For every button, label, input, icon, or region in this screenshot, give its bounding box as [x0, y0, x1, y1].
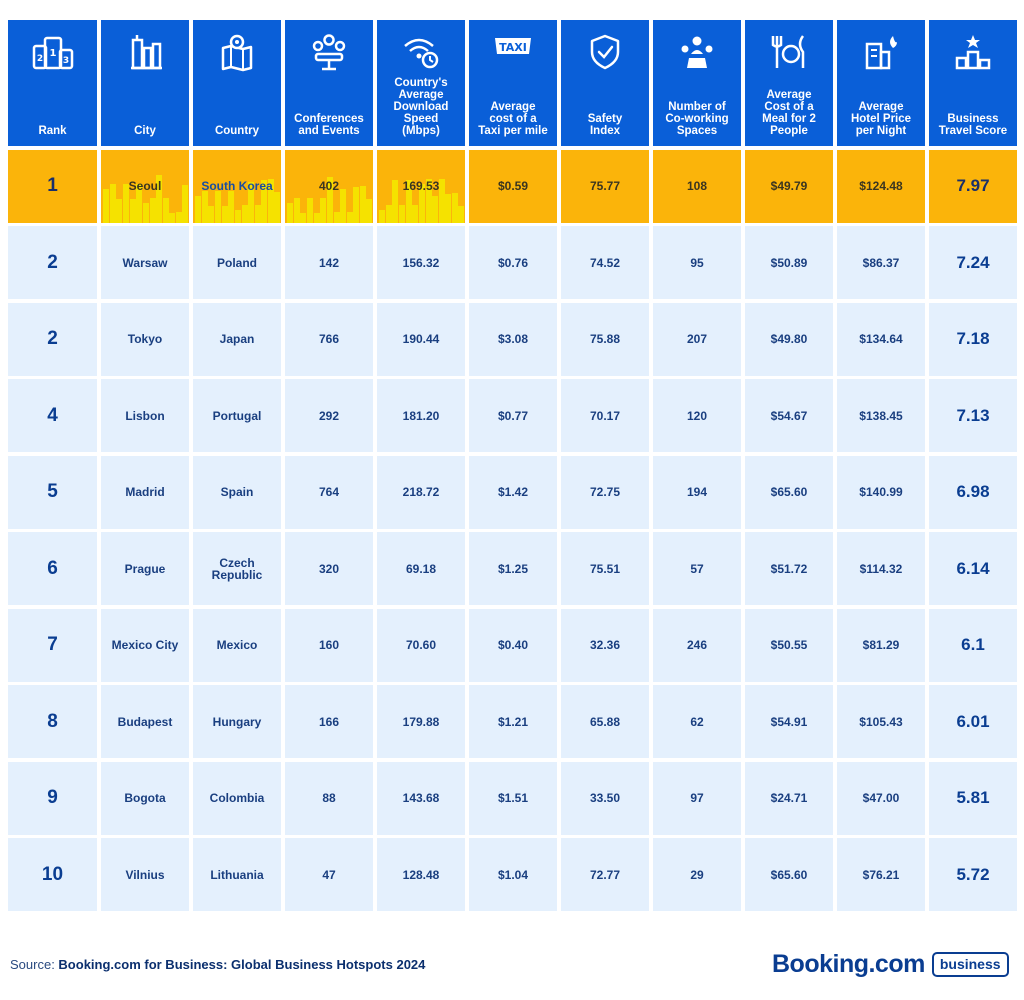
cell-rank: [8, 685, 97, 758]
cell-text: $24.71: [770, 791, 808, 805]
cell-score: [929, 226, 1017, 299]
cell-coworking: [653, 456, 741, 529]
cell-text: $1.51: [497, 791, 529, 805]
cell-taxi-cost: [469, 762, 557, 835]
cell-text: 6.01: [956, 711, 990, 731]
cell-score: [929, 303, 1017, 376]
cell-taxi-cost: [469, 303, 557, 376]
header-score: [929, 20, 1017, 146]
cell-city: [101, 532, 189, 605]
cell-score: [929, 685, 1017, 758]
source-text: Booking.com for Business: Global Business Hotspots 2024: [58, 957, 426, 972]
cell-text: $50.89: [770, 255, 808, 270]
cell-rank: [8, 762, 97, 835]
cell-text: 47: [322, 867, 336, 882]
cell-safety-index: [561, 762, 649, 835]
cell-hotel-price: [837, 379, 925, 452]
cell-text: Czech Republic: [211, 555, 263, 582]
cell-text: $1.04: [497, 867, 529, 882]
cell-country: [193, 685, 281, 758]
cell-text: 72.75: [589, 485, 621, 499]
cell-hotel-price: [837, 303, 925, 376]
cell-text: 5.72: [956, 864, 990, 884]
header-label: Conferences and Events: [294, 113, 364, 137]
cell-country: [193, 150, 281, 223]
cell-text: Tokyo: [127, 332, 163, 346]
cell-safety-index: [561, 685, 649, 758]
cell-download-speed: [377, 532, 465, 605]
city-buildings-icon: [123, 32, 167, 72]
cell-rank: [8, 226, 97, 299]
booking-business-logo: [772, 950, 1009, 979]
cell-city: [101, 609, 189, 682]
cell-text: $81.29: [862, 638, 900, 652]
cell-text: $124.48: [859, 179, 903, 193]
cell-text: 143.68: [402, 791, 440, 805]
cell-download-speed: [377, 226, 465, 299]
header-label: Average Cost of a Meal for 2 People: [762, 89, 816, 137]
cell-country: [193, 532, 281, 605]
cell-score: [929, 456, 1017, 529]
cell-text: 108: [686, 179, 708, 193]
cell-text: Lithuania: [210, 867, 264, 882]
header-download-speed: [377, 20, 465, 146]
cell-coworking: [653, 762, 741, 835]
cell-text: 32.36: [589, 638, 621, 652]
cell-text: 246: [686, 638, 708, 652]
cell-hotel-price: [837, 150, 925, 223]
cell-text: 70.60: [405, 638, 437, 652]
brand-name: Booking.com: [772, 950, 925, 978]
brand-badge: business: [932, 952, 1009, 977]
cell-meal-cost: [745, 762, 833, 835]
cell-text: $105.43: [859, 714, 903, 729]
cell-text: 166: [318, 714, 340, 729]
cell-text: $1.21: [497, 714, 529, 729]
cell-taxi-cost: [469, 838, 557, 911]
cell-text: 7.24: [956, 252, 990, 272]
cell-safety-index: [561, 303, 649, 376]
cell-text: Colombia: [209, 791, 265, 805]
cell-meal-cost: [745, 532, 833, 605]
cell-coworking: [653, 685, 741, 758]
cell-rank: [8, 379, 97, 452]
header-taxi: [469, 20, 557, 146]
cell-text: 10: [41, 863, 64, 885]
cell-text: 88: [322, 791, 336, 805]
cell-text: Mexico: [216, 638, 258, 652]
cell-taxi-cost: [469, 685, 557, 758]
source-note: [10, 957, 425, 972]
cell-text: $0.59: [497, 179, 529, 193]
cell-score: [929, 609, 1017, 682]
cell-text: 6.98: [956, 482, 990, 501]
cell-text: $0.77: [497, 408, 529, 423]
business-hotspots-table: [8, 20, 1017, 911]
cell-text: $0.76: [497, 255, 529, 270]
cell-text: 8: [47, 710, 58, 732]
cell-download-speed: [377, 838, 465, 911]
cell-text: 156.32: [402, 255, 440, 270]
cell-text: Portugal: [212, 408, 262, 423]
cell-safety-index: [561, 226, 649, 299]
cell-text: Budapest: [117, 714, 173, 729]
header-label: Average Hotel Price per Night: [850, 101, 912, 137]
cell-text: Bogota: [124, 791, 166, 805]
podium-star-icon: [951, 32, 995, 72]
cell-text: $54.67: [770, 408, 808, 423]
cell-safety-index: [561, 532, 649, 605]
header-label: Business Travel Score: [938, 113, 1008, 137]
header-label: Country: [214, 125, 260, 137]
cell-text: 6: [47, 557, 58, 579]
cell-text: 207: [686, 332, 708, 346]
shield-check-icon: [583, 32, 627, 72]
cell-meal-cost: [745, 685, 833, 758]
cell-hotel-price: [837, 609, 925, 682]
cell-conferences: [285, 609, 373, 682]
cell-text: $140.99: [859, 485, 903, 499]
cell-download-speed: [377, 456, 465, 529]
cell-text: 5.81: [956, 788, 990, 807]
cell-text: 4: [47, 404, 58, 426]
cell-safety-index: [561, 150, 649, 223]
header-label: Country's Average Download Speed (Mbps): [393, 77, 449, 137]
cell-text: 6.1: [961, 635, 985, 654]
cell-conferences: [285, 456, 373, 529]
cell-text: $65.60: [770, 485, 808, 499]
cell-text: 7: [47, 634, 58, 655]
header-label: Safety Index: [587, 113, 623, 137]
cell-text: 2: [47, 328, 58, 349]
source-prefix: Source:: [10, 957, 59, 972]
header-meal: [745, 20, 833, 146]
cell-rank: [8, 456, 97, 529]
cell-conferences: [285, 303, 373, 376]
map-pin-icon: [215, 32, 259, 72]
cell-text: Vilnius: [125, 867, 165, 882]
cell-conferences: [285, 150, 373, 223]
cell-country: [193, 609, 281, 682]
cell-country: [193, 762, 281, 835]
cell-safety-index: [561, 379, 649, 452]
cell-conferences: [285, 532, 373, 605]
cell-text: 179.88: [402, 714, 440, 729]
cell-text: $0.40: [497, 638, 529, 652]
cell-text: 5: [47, 481, 58, 502]
cell-text: $114.32: [859, 561, 903, 576]
cell-city: [101, 150, 189, 223]
hotel-night-icon: [859, 32, 903, 72]
cell-score: [929, 762, 1017, 835]
cell-hotel-price: [837, 685, 925, 758]
cell-country: [193, 456, 281, 529]
cell-text: $134.64: [859, 332, 903, 346]
cell-text: Poland: [216, 255, 257, 270]
cell-hotel-price: [837, 226, 925, 299]
cell-text: 292: [318, 408, 340, 423]
cell-text: $86.37: [862, 255, 900, 270]
cell-text: Hungary: [212, 714, 262, 729]
cell-meal-cost: [745, 226, 833, 299]
header-hotel: [837, 20, 925, 146]
header-label: Number of Co-working Spaces: [665, 101, 729, 137]
cell-text: Spain: [220, 485, 254, 499]
header-label: Rank: [38, 125, 67, 137]
cell-text: 142: [318, 255, 340, 270]
cell-text: Lisbon: [125, 408, 165, 423]
cell-text: Seoul: [128, 179, 162, 193]
cell-rank: [8, 838, 97, 911]
cell-hotel-price: [837, 762, 925, 835]
cell-meal-cost: [745, 838, 833, 911]
cell-safety-index: [561, 838, 649, 911]
cell-text: 128.48: [402, 867, 440, 882]
cell-country: [193, 379, 281, 452]
cell-text: 218.72: [402, 485, 440, 499]
cell-taxi-cost: [469, 150, 557, 223]
cell-coworking: [653, 303, 741, 376]
cell-text: 75.51: [589, 561, 621, 576]
cell-score: [929, 532, 1017, 605]
cell-text: $76.21: [862, 867, 900, 882]
cell-text: Mexico City: [111, 638, 179, 652]
cell-text: 29: [690, 867, 704, 882]
cell-text: 181.20: [402, 408, 440, 423]
cell-city: [101, 685, 189, 758]
coworking-icon: [675, 32, 719, 72]
cell-conferences: [285, 379, 373, 452]
cell-text: $47.00: [862, 791, 900, 805]
cell-meal-cost: [745, 150, 833, 223]
cell-conferences: [285, 838, 373, 911]
cell-text: 169.53: [402, 179, 440, 193]
cell-coworking: [653, 609, 741, 682]
cell-text: $3.08: [497, 332, 529, 346]
cell-city: [101, 379, 189, 452]
cell-meal-cost: [745, 609, 833, 682]
header-conferences: [285, 20, 373, 146]
cell-text: 160: [318, 638, 340, 652]
cell-text: 95: [690, 255, 704, 270]
cell-text: 7.97: [956, 176, 990, 195]
svg-text:1: 1: [49, 48, 56, 59]
cell-city: [101, 838, 189, 911]
cell-coworking: [653, 379, 741, 452]
cell-text: $65.60: [770, 867, 808, 882]
cell-download-speed: [377, 379, 465, 452]
cell-coworking: [653, 532, 741, 605]
cell-taxi-cost: [469, 379, 557, 452]
cell-text: 6.14: [956, 558, 990, 578]
cell-text: $54.91: [770, 714, 808, 729]
header-city: [101, 20, 189, 146]
cell-hotel-price: [837, 838, 925, 911]
cell-text: 194: [686, 485, 708, 499]
cell-rank: [8, 609, 97, 682]
cell-download-speed: [377, 150, 465, 223]
cell-taxi-cost: [469, 226, 557, 299]
cell-conferences: [285, 762, 373, 835]
cell-taxi-cost: [469, 456, 557, 529]
taxi-sign-icon: [491, 32, 535, 72]
header-country: [193, 20, 281, 146]
cell-text: 764: [318, 485, 340, 499]
cell-hotel-price: [837, 456, 925, 529]
cell-text: South Korea: [201, 179, 273, 193]
cell-text: 402: [318, 179, 340, 193]
cell-text: $49.80: [770, 332, 808, 346]
cell-text: 62: [690, 714, 704, 729]
cell-city: [101, 456, 189, 529]
cell-download-speed: [377, 685, 465, 758]
cell-score: [929, 838, 1017, 911]
header-safety: [561, 20, 649, 146]
cell-rank: [8, 532, 97, 605]
header-label: City: [134, 125, 156, 137]
cell-text: 57: [690, 561, 704, 576]
cell-coworking: [653, 150, 741, 223]
cell-text: 33.50: [589, 791, 621, 805]
conference-people-icon: [307, 32, 351, 72]
svg-text:3: 3: [62, 56, 69, 66]
cell-text: 120: [686, 408, 708, 423]
header-coworking: [653, 20, 741, 146]
svg-text:TAXI: TAXI: [499, 41, 527, 54]
cell-text: 97: [690, 791, 704, 805]
cell-city: [101, 226, 189, 299]
cell-rank: [8, 150, 97, 223]
cell-download-speed: [377, 762, 465, 835]
cell-safety-index: [561, 609, 649, 682]
cell-text: 190.44: [402, 332, 440, 346]
cell-conferences: [285, 226, 373, 299]
cell-text: 69.18: [405, 561, 437, 576]
cell-taxi-cost: [469, 609, 557, 682]
fork-knife-plate-icon: [767, 32, 811, 72]
cell-text: 320: [318, 561, 340, 576]
cell-text: $138.45: [859, 408, 903, 423]
cell-hotel-price: [837, 532, 925, 605]
cell-text: 75.88: [589, 332, 621, 346]
cell-text: Warsaw: [122, 255, 168, 270]
cell-text: 75.77: [589, 179, 621, 193]
header-rank: [8, 20, 97, 146]
cell-city: [101, 762, 189, 835]
cell-meal-cost: [745, 456, 833, 529]
svg-text:2: 2: [36, 54, 43, 64]
cell-score: [929, 379, 1017, 452]
cell-text: $51.72: [770, 561, 808, 576]
cell-download-speed: [377, 303, 465, 376]
cell-text: 766: [318, 332, 340, 346]
cell-safety-index: [561, 456, 649, 529]
cell-text: 7.18: [956, 329, 990, 348]
cell-text: Japan: [219, 332, 255, 346]
cell-text: 72.77: [589, 867, 621, 882]
cell-text: $1.25: [497, 561, 529, 576]
cell-text: 70.17: [589, 408, 621, 423]
cell-score: [929, 150, 1017, 223]
cell-text: Madrid: [125, 485, 165, 499]
cell-city: [101, 303, 189, 376]
cell-conferences: [285, 685, 373, 758]
cell-meal-cost: [745, 303, 833, 376]
cell-country: [193, 226, 281, 299]
cell-text: 74.52: [589, 255, 621, 270]
cell-download-speed: [377, 609, 465, 682]
wifi-clock-icon: [399, 32, 443, 72]
cell-text: $49.79: [770, 179, 808, 193]
cell-text: 65.88: [589, 714, 621, 729]
cell-rank: [8, 303, 97, 376]
cell-text: 9: [47, 787, 58, 808]
cell-text: 7.13: [956, 405, 990, 425]
cell-taxi-cost: [469, 532, 557, 605]
cell-coworking: [653, 838, 741, 911]
cell-text: Prague: [124, 561, 166, 576]
trophy-podium-icon: [31, 32, 75, 72]
cell-text: $50.55: [770, 638, 808, 652]
header-label: Average cost of a Taxi per mile: [478, 101, 548, 137]
cell-country: [193, 838, 281, 911]
cell-coworking: [653, 226, 741, 299]
cell-country: [193, 303, 281, 376]
cell-meal-cost: [745, 379, 833, 452]
cell-text: 2: [47, 251, 58, 273]
cell-text: $1.42: [497, 485, 529, 499]
cell-text: 1: [47, 175, 58, 196]
